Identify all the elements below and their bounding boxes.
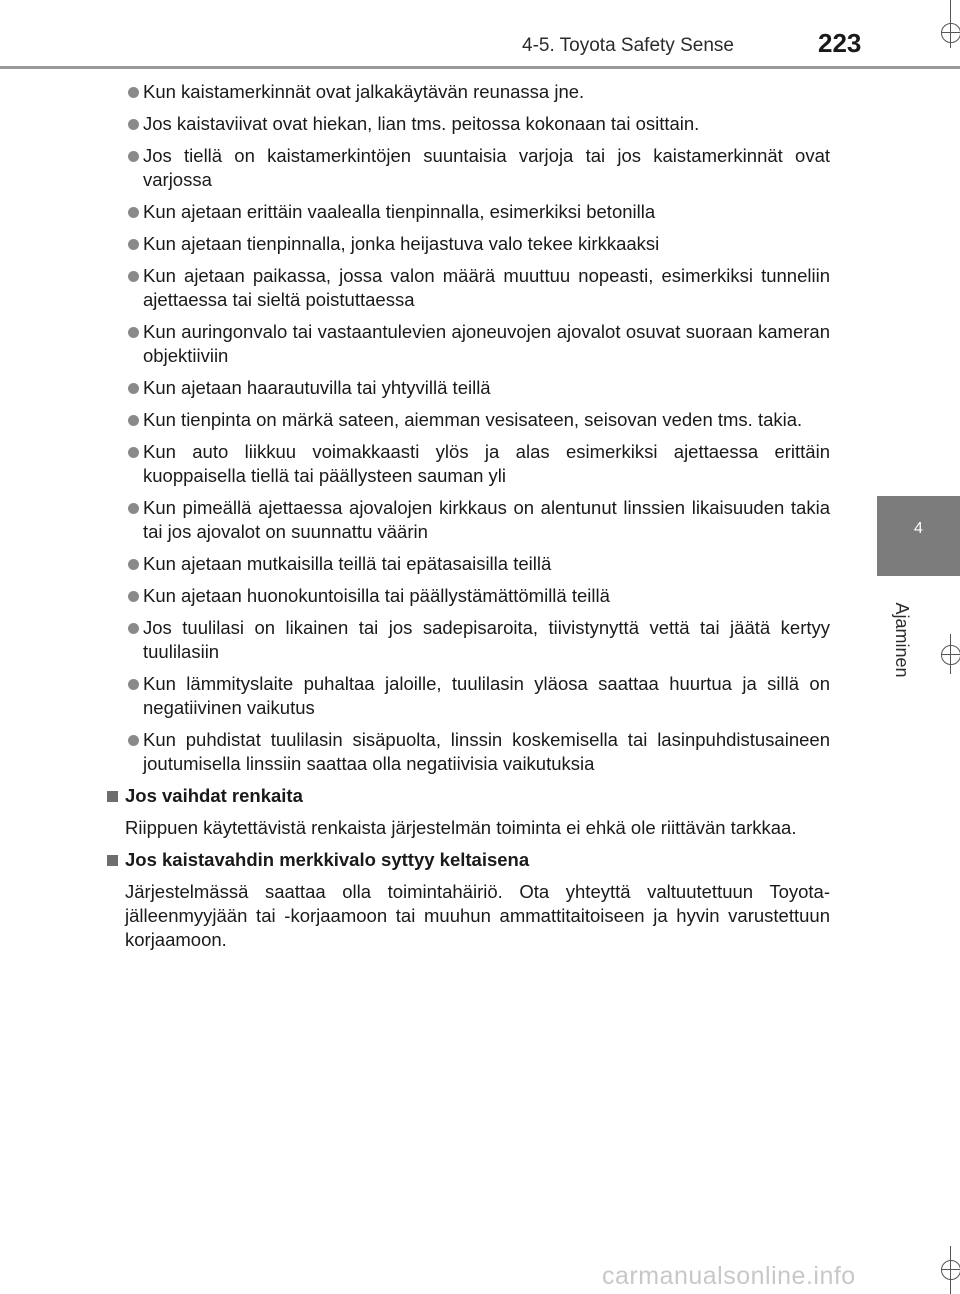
- list-item-text: Jos kaistaviivat ovat hiekan, lian tms. peitossa kokonaan tai osittain.: [143, 113, 700, 134]
- chapter-label: Ajaminen: [892, 602, 912, 678]
- bullet-icon: [128, 119, 139, 130]
- list-item: [106, 496, 830, 544]
- list-item-text: Jos tuulilasi on likainen tai jos sadepisaroita, tiivistynyttä vettä tai jäätä kertyy tuulilasiin: [143, 617, 830, 662]
- list-item: [106, 728, 830, 776]
- list-item-text: Kun ajetaan tienpinnalla, jonka heijastuva valo tekee kirkkaaksi: [143, 233, 660, 254]
- list-item-text: Kun lämmityslaite puhaltaa jaloille, tuulilasin yläosa saattaa huurtua ja sillä on negatiivinen vaikutus: [143, 673, 830, 718]
- bullet-icon: [128, 87, 139, 98]
- list-item: [106, 552, 830, 576]
- crop-mark-middle-right: [935, 634, 960, 674]
- section-heading-text: Jos kaistavahdin merkkivalo syttyy keltaisena: [125, 849, 530, 870]
- list-item: [106, 440, 830, 488]
- page-header: [0, 0, 960, 70]
- list-item: [106, 616, 830, 664]
- list-item-text: Kun pimeällä ajettaessa ajovalojen kirkkaus on alentunut linssien likaisuuden takia tai jos ajovalot on suunnattu väärin: [143, 497, 830, 542]
- section-body: Järjestelmässä saattaa olla toimintahäiriö. Ota yhteyttä valtuutettuun Toyota-jälleenmyyjään tai -korjaamoon tai muuhun ammattitaitoiseen ja hyvin varustettuun korjaamoon.: [125, 881, 830, 950]
- page-number: 223: [818, 28, 862, 58]
- list-item-text: Kun kaistamerkinnät ovat jalkakäytävän reunassa jne.: [143, 81, 585, 102]
- list-item: [106, 80, 830, 104]
- list-item: [106, 112, 830, 136]
- bullet-icon: [128, 415, 139, 426]
- bullet-icon: [128, 503, 139, 514]
- bullet-icon: [128, 559, 139, 570]
- page-content: [106, 80, 830, 960]
- section-tire-change: [106, 784, 830, 840]
- header-rule: [0, 66, 960, 69]
- bullet-icon: [128, 591, 139, 602]
- bullet-icon: [128, 327, 139, 338]
- section-heading-text: Jos vaihdat renkaita: [125, 785, 303, 806]
- list-item: [106, 200, 830, 224]
- section-indicator-light: [106, 848, 830, 952]
- list-item-text: Kun puhdistat tuulilasin sisäpuolta, linssin koskemisella tai lasinpuhdistusaineen joutumisella linssiin saattaa olla negatiivisia vaikutuksia: [143, 729, 830, 774]
- section-body: Riippuen käytettävistä renkaista järjestelmän toiminta ei ehkä ole riittävän tarkkaa.: [125, 817, 797, 838]
- list-item: [106, 408, 830, 432]
- list-item: [106, 232, 830, 256]
- bullet-icon: [128, 207, 139, 218]
- list-item-text: Kun auringonvalo tai vastaantulevien ajoneuvojen ajovalot osuvat suoraan kameran objektiiviin: [143, 321, 830, 366]
- list-item-text: Kun ajetaan mutkaisilla teillä tai epätasaisilla teillä: [143, 553, 552, 574]
- list-item: [106, 320, 830, 368]
- crop-mark-bottom-right: [935, 1240, 960, 1294]
- list-item: [106, 376, 830, 400]
- list-item-text: Jos tiellä on kaistamerkintöjen suuntaisia varjoja tai jos kaistamerkinnät ovat varjossa: [143, 145, 830, 190]
- bullet-icon: [128, 447, 139, 458]
- bullet-icon: [128, 623, 139, 634]
- list-item: [106, 584, 830, 608]
- crop-mark-top-right: [935, 0, 960, 50]
- bullet-icon: [128, 735, 139, 746]
- list-item-text: Kun ajetaan huonokuntoisilla tai päällystämättömillä teillä: [143, 585, 610, 606]
- list-item-text: Kun ajetaan paikassa, jossa valon määrä muuttuu nopeasti, esimerkiksi tunneliin ajettaessa tai sieltä poistuttaessa: [143, 265, 830, 310]
- section-title: 4-5. Toyota Safety Sense: [522, 35, 734, 56]
- bullet-icon: [128, 271, 139, 282]
- list-item: [106, 144, 830, 192]
- bullet-icon: [128, 239, 139, 250]
- bullet-icon: [128, 679, 139, 690]
- section-heading: [106, 784, 830, 808]
- section-heading: [106, 848, 830, 872]
- list-item-text: Kun ajetaan erittäin vaalealla tienpinnalla, esimerkiksi betonilla: [143, 201, 656, 222]
- watermark: carmanualsonline.info: [602, 1262, 856, 1290]
- square-bullet-icon: [107, 791, 118, 802]
- list-item-text: Kun tienpinta on märkä sateen, aiemman vesisateen, seisovan veden tms. takia.: [143, 409, 803, 430]
- bullet-icon: [128, 151, 139, 162]
- list-item: [106, 672, 830, 720]
- chapter-number: 4: [914, 520, 923, 537]
- list-item-text: Kun ajetaan haarautuvilla tai yhtyvillä teillä: [143, 377, 491, 398]
- square-bullet-icon: [107, 855, 118, 866]
- bullet-icon: [128, 383, 139, 394]
- list-item: [106, 264, 830, 312]
- chapter-tab: [877, 496, 960, 576]
- list-item-text: Kun auto liikkuu voimakkaasti ylös ja alas esimerkiksi ajettaessa erittäin kuoppaisella tiellä tai päällysteen sauman yli: [143, 441, 830, 486]
